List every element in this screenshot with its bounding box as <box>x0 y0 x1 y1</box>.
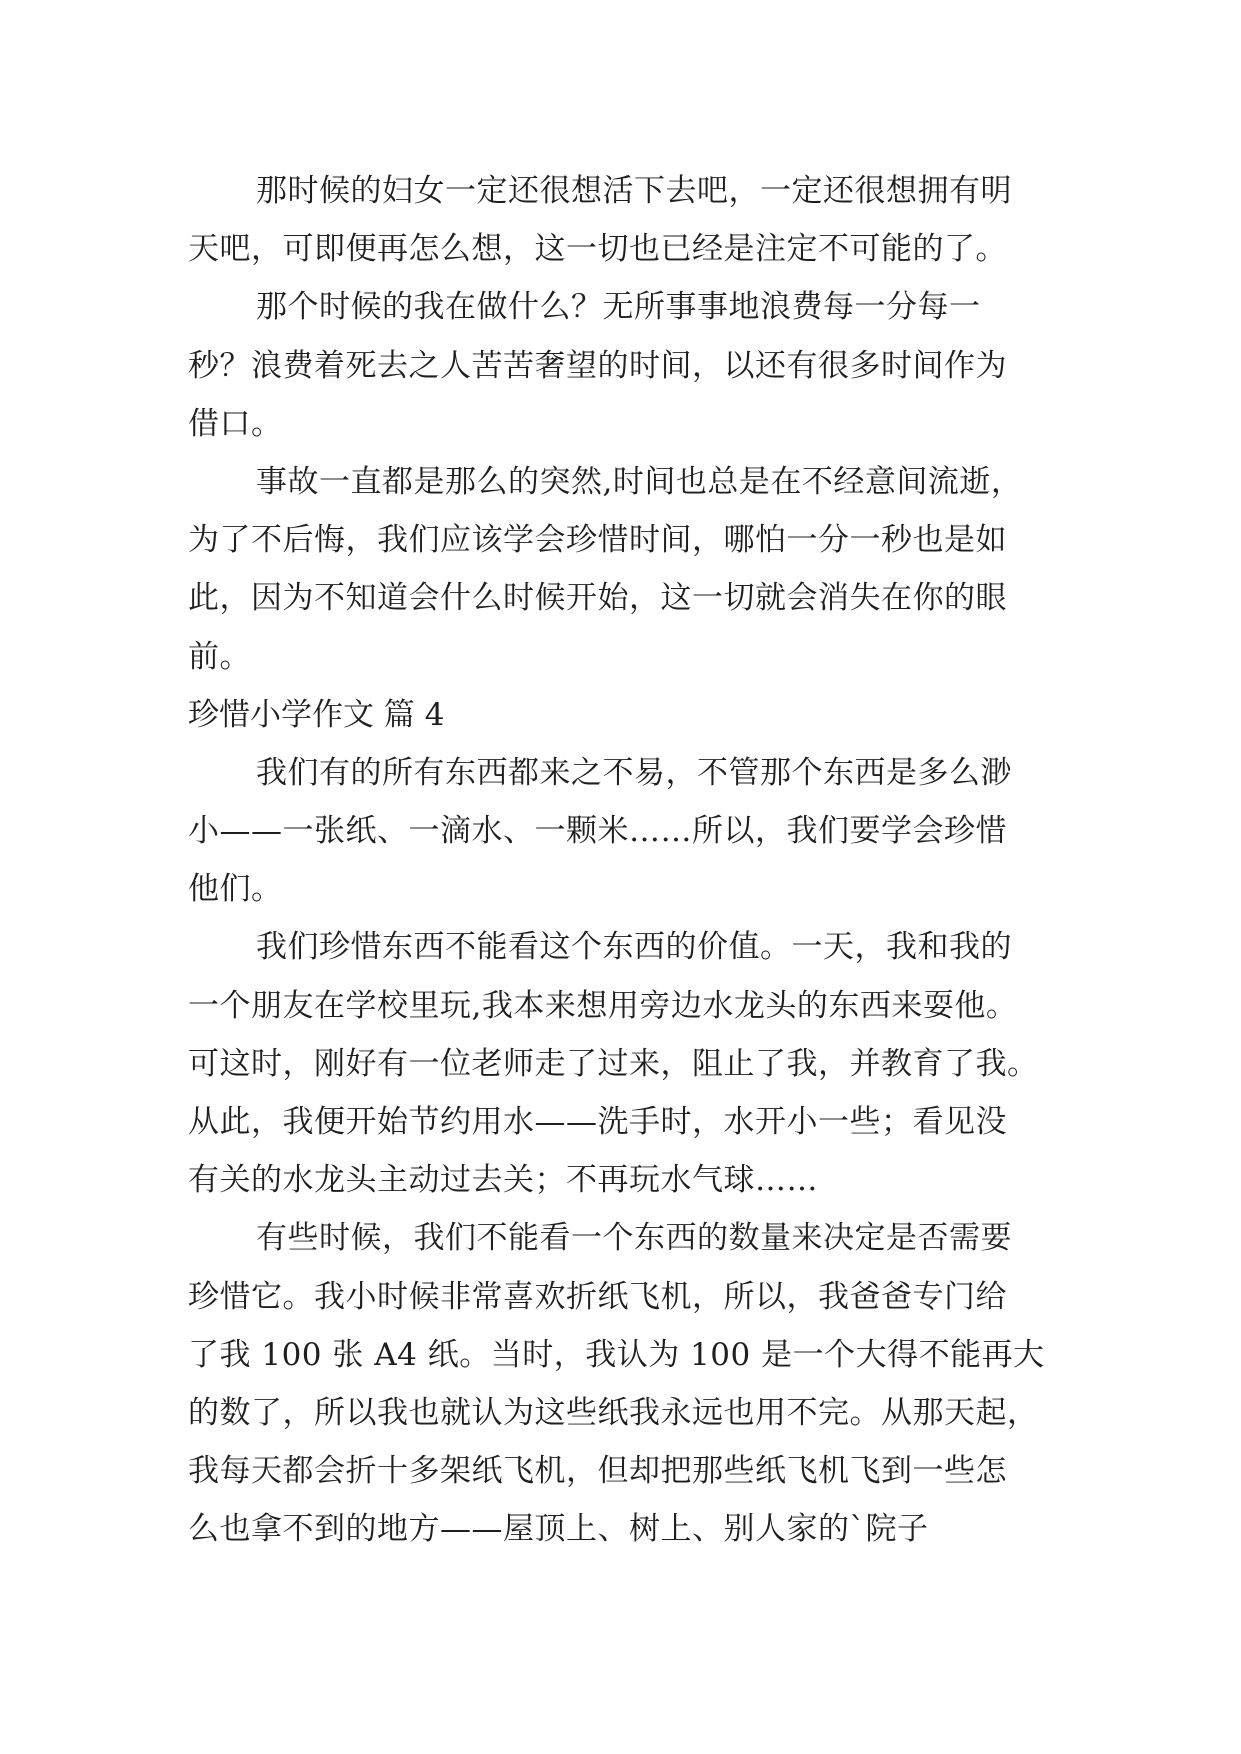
section-heading: 珍惜小学作文 篇 4 <box>188 696 445 733</box>
text-line: 珍惜它。我小时候非常喜欢折纸飞机，所以，我爸爸专门给 <box>188 1278 1007 1315</box>
text-line: 事故一直都是那么的突然,时间也总是在不经意间流逝， <box>256 463 1023 500</box>
text-line: 我们有的所有东西都来之不易，不管那个东西是多么渺 <box>256 754 1012 791</box>
text-line: 此，因为不知道会什么时候开始，这一切就会消失在你的眼 <box>188 580 1007 617</box>
text-line: 前。 <box>188 638 251 675</box>
text-line: 借口。 <box>188 405 283 442</box>
text-line: 天吧，可即便再怎么想，这一切也已经是注定不可能的了。 <box>188 231 1007 268</box>
text-line: 的数了，所以我也就认为这些纸我永远也用不完。从那天起， <box>188 1394 1039 1431</box>
text-line: 秒？浪费着死去之人苦苦奢望的时间，以还有很多时间作为 <box>188 347 1007 384</box>
text-line: 有关的水龙头主动过去关；不再玩水气球…… <box>188 1162 818 1199</box>
text-line: 为了不后悔，我们应该学会珍惜时间，哪怕一分一秒也是如 <box>188 522 1007 559</box>
text-line: 么也拿不到的地方——屋顶上、树上、别人家的`院子 <box>188 1511 929 1548</box>
text-line: 一个朋友在学校里玩,我本来想用旁边水龙头的东西来耍他。 <box>188 987 1018 1024</box>
text-line: 我每天都会折十多架纸飞机，但却把那些纸飞机飞到一些怎 <box>188 1453 1007 1490</box>
text-line: 小——一张纸、一滴水、一颗米……所以，我们要学会珍惜 <box>188 813 1007 850</box>
text-line: 我们珍惜东西不能看这个东西的价值。一天，我和我的 <box>256 929 1012 966</box>
document-body <box>188 162 1068 1559</box>
text-line: 他们。 <box>188 871 283 908</box>
text-line: 有些时候，我们不能看一个东西的数量来决定是否需要 <box>256 1220 1012 1257</box>
text-line: 从此，我便开始节约用水——洗手时，水开小一些；看见没 <box>188 1104 1007 1140</box>
text-line: 了我 100 张 A4 纸。当时，我认为 100 是一个大得不能再大 <box>188 1336 1045 1373</box>
text-line: 那时候的妇女一定还很想活下去吧，一定还很想拥有明 <box>256 173 1012 209</box>
text-line: 那个时候的我在做什么？无所事事地浪费每一分每一 <box>256 289 981 326</box>
text-line: 可这时，刚好有一位老师走了过来，阻止了我，并教育了我。 <box>188 1045 1039 1082</box>
